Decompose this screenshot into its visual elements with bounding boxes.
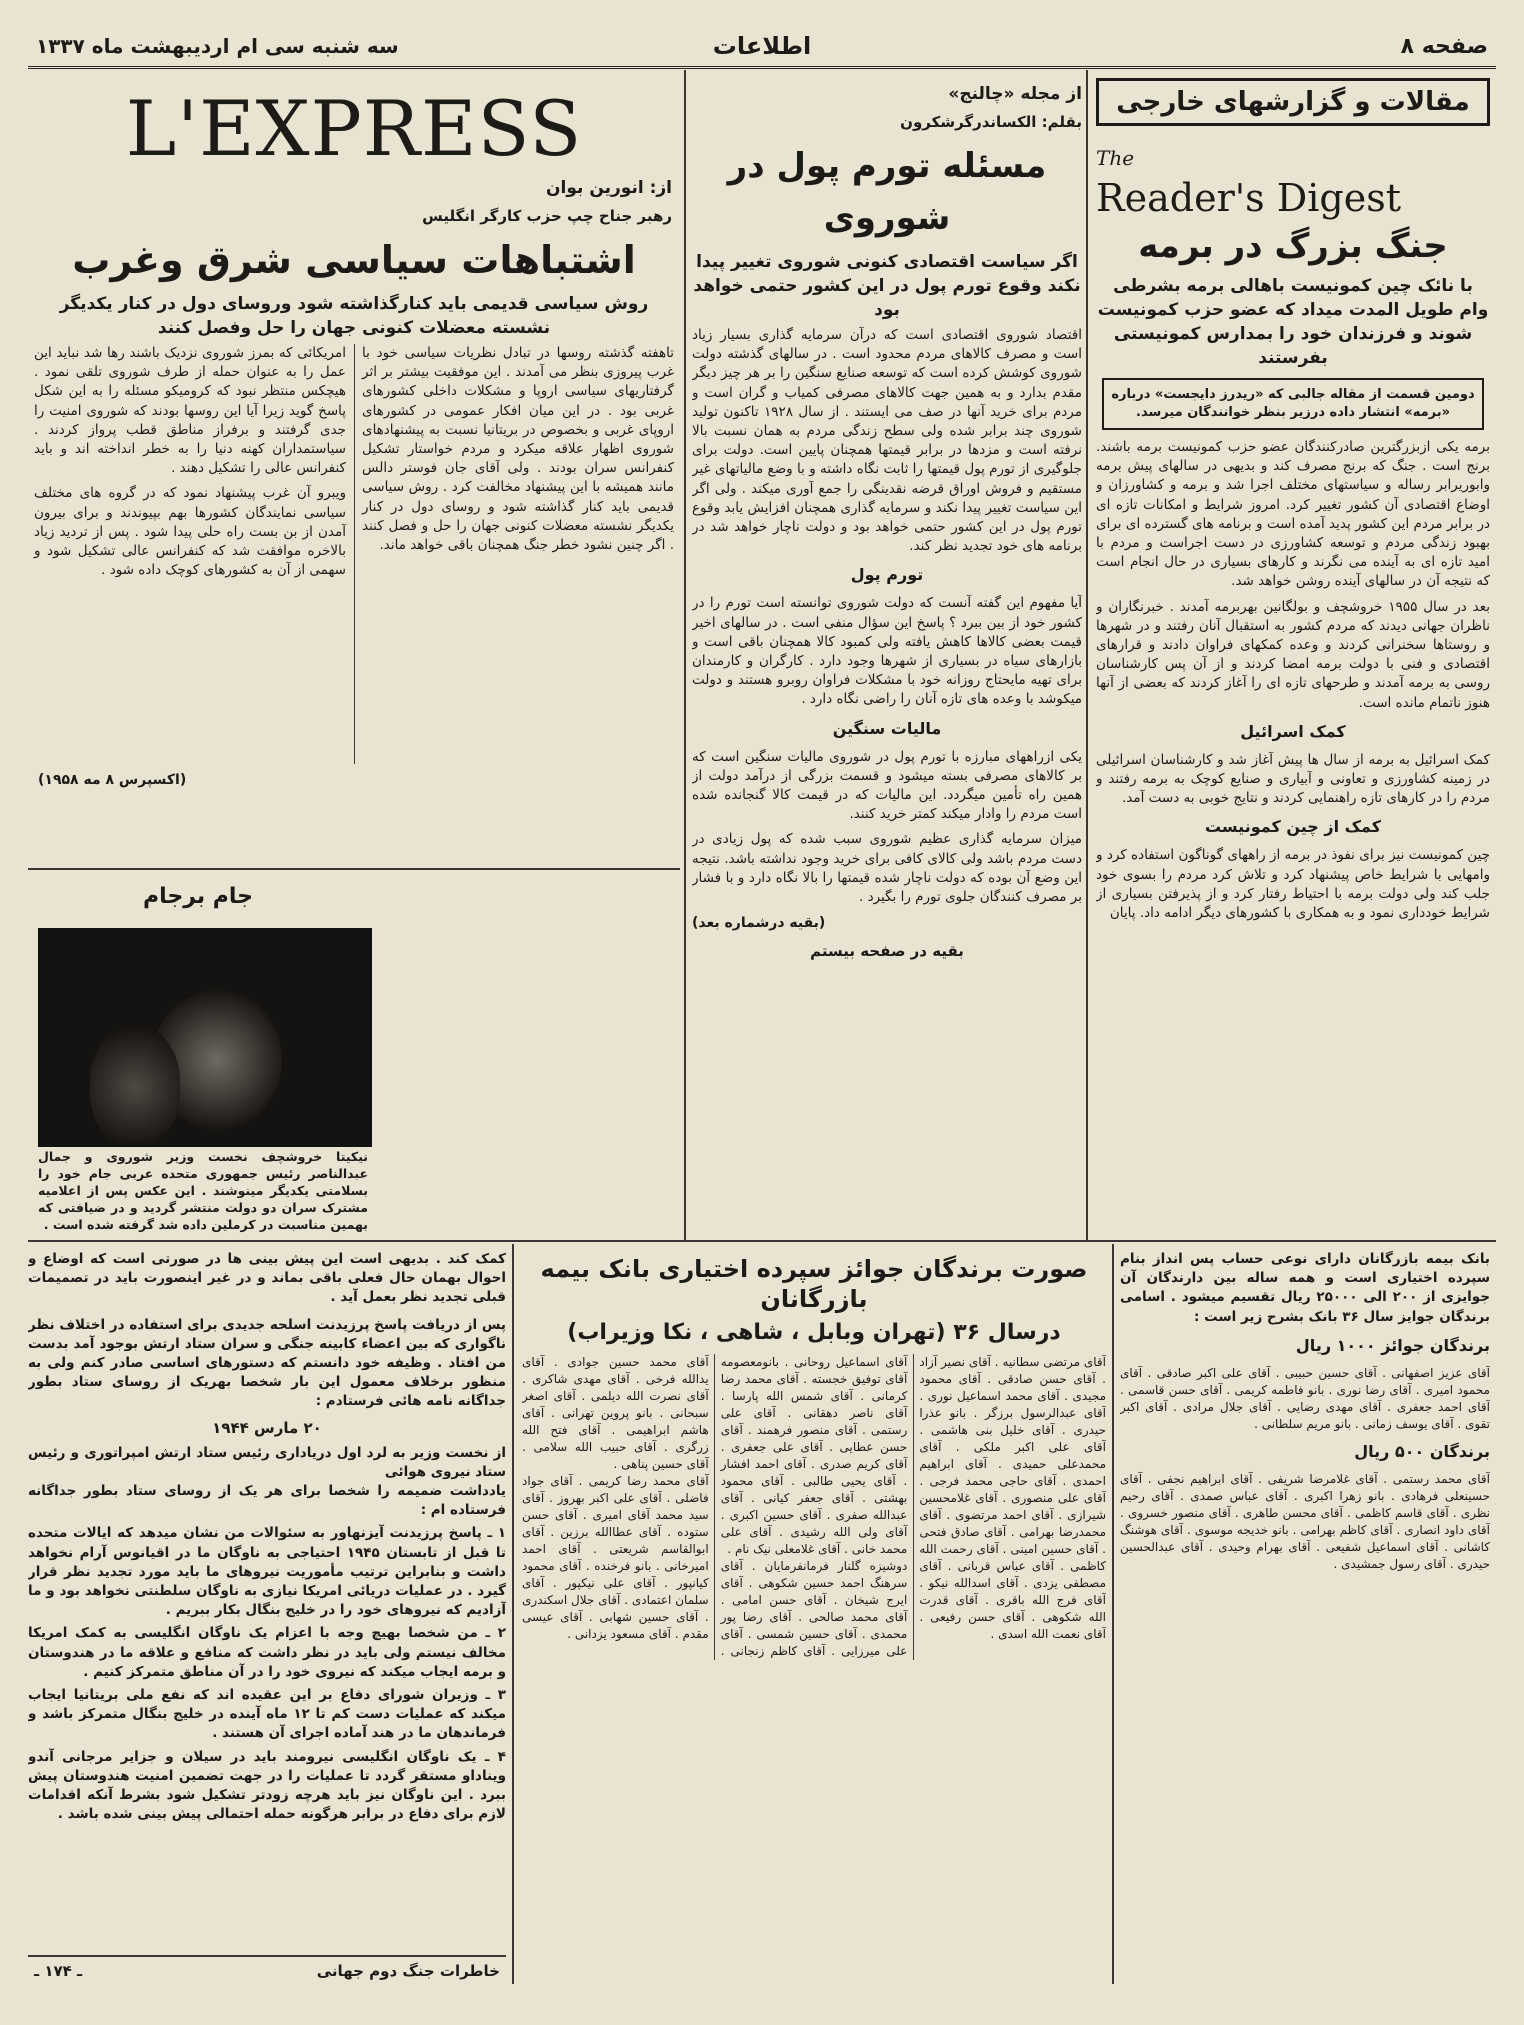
article-source: از مجله «چالنج» bbox=[948, 84, 1082, 104]
article-subheading: کمک اسرائیل bbox=[1240, 721, 1346, 741]
lexpress-article bbox=[28, 78, 680, 1238]
news-photo bbox=[38, 928, 372, 1147]
prize-names: آقای محمد رستمی . آقای غلامرضا شریفی . آقای ابراهیم نجفی . آقای حسینعلی فرهادی . بانو زهرا اکبری . آقای عباس صمدی . آقای رحیم نظری . آقای قاسم کاظمی . آقای محسن طاهری . آقای منصور خسروی . آقای داود انصاری . آقای کاظم بهرامی . بانو خدیجه موسوی . آقای هوشنگ کاشانی . آقای اسماعیل شفیعی . آقای بهرام وحیدی . آقای عبدالحسین حیدری . آقای رسول جمشیدی . bbox=[1120, 1471, 1490, 1571]
photo-title: جام برجام bbox=[142, 884, 254, 909]
article-body: بعد در سال ۱۹۵۵ خروشچف و بولگانین بهربرمه آمدند . خبرنگاران و ناظران جهانی دیدند که مردم کشور به استقبال آنان رفتند و در شهرها و روستاها سخنرانی کردند و وعده کمکهای فراوان دادند و قرارهای اقتصادی و فنی با دولت برمه امضا کردند و از آن پس کارشناسان روسی به برمه آمدند و طرحهای تازه ای را آغاز کردند که بعضی از آنها هنوز ناتمام مانده است. bbox=[1096, 598, 1490, 711]
memoir-footer: خاطرات جنگ دوم جهانی bbox=[316, 1962, 500, 1980]
photo-highlight bbox=[90, 1027, 180, 1147]
memoir-page-number: ـ ۱۷۴ ـ bbox=[34, 1962, 83, 1980]
section-title: مقالات و گزارشهای خارجی bbox=[1096, 78, 1490, 126]
photo-divider bbox=[28, 868, 680, 870]
issue-date: سه شنبه سی ام اردیبهشت ماه ۱۳۳۷ bbox=[36, 34, 399, 58]
prize-names: آقای عزیز اصفهانی . آقای حسین حبیبی . آقای علی اکبر صادقی . آقای محمود امیری . آقای رضا نوری . بانو فاطمه کریمی . آقای حسن قاسمی . آقای احمد جعفری . آقای مهدی رضایی . آقای جلال مرادی . آقای اکبر تقوی . آقای یوسف زمانی . بانو مریم سلطانی . bbox=[1120, 1365, 1490, 1431]
prize-title: برندگان جوائز ۱۰۰۰ ریال bbox=[1295, 1335, 1490, 1355]
article-subheading: تورم پول bbox=[850, 565, 924, 585]
memoir-text: کمک کند . بدیهی است این پیش بینی ها در صورتی است که اوضاع و احوال بهمان حال فعلی باقی بماند و در غیر اینصورت باید در تصمیمات قبلی تجدید نظر بعمل آید . bbox=[28, 1251, 506, 1306]
readers-digest-logo bbox=[1096, 138, 1482, 218]
memoir-text: پس از دریافت پاسخ پرزیدنت اسلحه جدیدی برای استفاده در اختلاف نظر ناگواری که بین اعضاء کابینه جنگی و سران ستاد ارتش بوجود آمد بدست من افتاد . وظیفه خود دانستم که دستورهای اساسی صادر کنم ولی به منظور برخلاف معمول این بار شخصا بهریک از روسای ستاد بطور جداگانه نامه هائی فرستادم : bbox=[28, 1316, 506, 1410]
article-subheading: مالیات سنگین bbox=[832, 718, 942, 738]
winner-names: دوشیزه گلنار فرمانفرمایان . آقای سرهنگ احمد حسین شکوهی . آقای ایرج شیخان . آقای حسن امامی . آقای محمد صالحی . آقای رضا پور محمدی . آقای حسین شمسی . آقای علی میرزایی . آقای کاظم زنجانی . آقای محمد حسین جوادی . آقای یدالله فرخی . آقای مهدی شاکری . آقای نصرت الله دیلمی . آقای اصغر سبحانی . بانو پروین تهرانی . آقای هاشم ابراهیمی . آقای فتح الله زرگری . آقای حبیب الله سلامی . آقای حسین پناهی . bbox=[522, 1355, 908, 1658]
article-subhead: اگر سیاست اقتصادی کنونی شوروی تغییر پیدا نکند وقوع تورم پول در این کشور حتمی خواهد بود bbox=[693, 252, 1081, 320]
photo-caption: نیکیتا خروشچف نخست وزیر شوروی و جمال عبدالناصر رئیس جمهوری متحده عربی جام خود را بسلامتی یکدیگر مینوشند . این عکس پس از اعلامیه مشترک سران دو دولت منتشر گردید و در ضیافتی که بهمین مناسبت در کرملین داده شد گرفته شده است . bbox=[38, 1149, 368, 1232]
winners-list bbox=[522, 1250, 1106, 1980]
article-body: یکی ازراههای مبارزه با تورم پول در شوروی مالیات سنگین است که بر کالاهای مصرفی بسته میشود و قسمت بزرگی از درآمد دولت از همین راه تأمین میگردد. این مالیات که در قیمت کالا گنجانده شده است مردم را وادار میکند کمتر خرید کنند. bbox=[692, 748, 1082, 823]
winner-names: آقای محمد رضا کریمی . آقای جواد فاضلی . آقای علی اکبر بهروز . آقای سید محمد آقای امیری . آقای حسن ستوده . آقای عطاالله برزین . آقای ابوالقاسم شریعتی . آقای احمد امیرخانی . بانو فرخنده . آقای محمود کیانپور . آقای علی نیکپور . آقای سلمان اعتمادی . آقای جلال اسکندری . آقای حسین شهابی . آقای عیسی مقدم . آقای مسعود یزدانی . bbox=[522, 1474, 709, 1641]
article-author: از: انورین بوان bbox=[546, 178, 672, 198]
memoir-text: از نخست وزیر به لرد اول دریاداری رئیس ستاد ارتش امپراتوری و رئیس ستاد نیروی هوائی bbox=[28, 1444, 506, 1480]
page-header bbox=[28, 22, 1496, 69]
publication-name: اطلاعات bbox=[712, 32, 812, 60]
article-subhead: روش سیاسی قدیمی باید کنارگذاشته شود وروسای دول در کنار یکدیگر نشسته معضلات کنونی جهان را حل وفصل کنند bbox=[59, 294, 649, 338]
author-title: رهبر جناح چپ حزب کارگر انگلیس bbox=[422, 207, 672, 225]
continued-note: بقیه در صفحه بیستم bbox=[810, 942, 964, 961]
article-body: ویبرو آن غرب پیشنهاد نمود که در گروه های مختلف سیاسی نمایندگان کشورها بهم بپیوندند و برای بیرون آمدن از بن بست راه حلی پیدا شود . پس از تردید زیاد بالاخره موافقت شد که کنفرانس عالی تشکیل شود و سهمی از آن به کشورهای کوچک داده شود . bbox=[34, 485, 346, 579]
continued-note: (بقیه درشماره بعد) bbox=[692, 915, 826, 932]
article-author: بقلم: الکساندرگرشکرون bbox=[900, 113, 1082, 131]
article-subheading: کمک از چین کمونیست bbox=[1204, 817, 1382, 837]
article-headline: جنگ بزرگ در برمه bbox=[1138, 226, 1448, 266]
article-subhead: با نائک چین کمونیست باهالی برمه بشرطی وام طویل المدت میداد که عضو حزب کمونیست شوند و فرزندان خود را بمدارس کمونیستی بفرستند bbox=[1097, 276, 1489, 368]
memoir-item: ۱ ـ پاسخ پرزیدنت آیزنهاور به سئوالات من نشان میدهد که ایالات متحده تا قبل از تابستان ۱۹۴۵ احتیاجی به ناوگان ما در اقیانوس آرام نخواهد داشت و بنابراین ترتیب مأموریت نیروهای ما باید مورد تجدید نظر قرار گیرد . در عملیات دریائی امریکا نیازی به ناوگان سلطنتی نخواهد بود و ما آزادیم که نیروهای خود را در خلیج بنگال بکار ببریم . bbox=[28, 1525, 506, 1619]
newspaper-page bbox=[28, 22, 1496, 2007]
winners-headline: صورت برندگان جوائز سپرده اختیاری بانک بیمه بازرگانان bbox=[540, 1255, 1088, 1313]
readers-digest-article bbox=[1096, 78, 1490, 1238]
article-body: تاهفته گذشته روسها در تبادل نظریات سیاسی خود با غرب پیروزی بنظر می آمدند . این موفقیت بیشتر بر اثر گرفتاریهای سیاسی اروپا و مشکلات داخلی کشورهای غربی بود . در این میان افکار عمومی در کشورهای اروپای غربی و بخصوص در بریتانیا نسبت به پیشنهادهای شوروی اظهار علاقه میکرد و مردم خواستار تشکیل کنفرانس سران بودند . ولی آقای جان فوستر دالس مانند همیشه با این پیشنهاد مخالفت کرد . روش سیاسی قدیمی باید کنار گذاشته شود و روسای دول در کنار یکدیگر نشسته معضلات کنونی جهان را حل و فصل کنند . اگر چنین نشود خطر جنگ همچنان باقی خواهد ماند. bbox=[362, 345, 674, 554]
footer-divider bbox=[28, 1955, 506, 1957]
article-body: چین کمونیست نیز برای نفوذ در برمه از راههای گوناگون استفاده کرد و وامهایی با شرایط خاص پیشنهاد کرد و تلاش کرد مردم را بسوی خود جلب کند ولی دولت برمه با احتیاط رفتار کرد و از پذیرفتن بسیاری از شرایط خودداری نمود و به همکاری با کشورهای دیگر ادامه داد. پایان bbox=[1096, 847, 1490, 922]
article-body: برمه یکی ازبزرگترین صادرکنندگان عضو حزب کمونیست برمه باشند. برنج است . جنگ که برنج مصرف کند و بدیهی در سالهای پیش برمه وابوریرابر رساله و سیاستهای مختلف اجرا شد و برمه و کشاورزان و اوضاع اقتصادی آن کشور تغییر کرد. امروز شرایط و امکانات تازه ای در برابر مردم این کشور پدید آمده است و برنامه های گسترده ای برای بهبود زندگی مردم و توسعه کشاورزی در دست اجراست و مردم با امید تازه ای به آینده می نگرند و کارهای بسیاری در حال انجام است که نتیجه آن در سالهای آینده روشن خواهد شد. bbox=[1096, 439, 1490, 590]
brand-prefix: The bbox=[1096, 146, 1135, 170]
winners-columns bbox=[522, 1354, 1106, 1660]
article-body: اقتصاد شوروی اقتصادی است که درآن سرمایه گذاری بسیار زیاد است و مصرف کالاهای مردم محدود است . در سالهای گذشته دولت شوروی کوشش کرده است که توسعه صنایع سنگین را بر هر چیز دیگر مقدم بدارد و به همین جهت کالاهای مصرفی کمیاب و گران است و مردم برای خرید آنها در صف می ایستند . از سال ۱۹۲۸ تاکنون تولید شوروی چند برابر شده ولی سطح زندگی مردم به همان نسبت بالا نرفته است و مزدها در برابر قیمتها همچنان پایین است. دولت برای جلوگیری از تورم پول قیمتها را ثابت نگاه داشته و با وضع مالیاتهای غیر مستقیم و فروش اوراق قرضه نقدینگی را جمع آوری میکند . ولی اگر این سیاست تغییر پیدا نکند و سرمایه گذاری همچنان افزایش یابد وقوع تورم پول در این کشور حتمی خواهد بود و دولت ناچار خواهد شد در برنامه های خود تجدید نظر کند. bbox=[692, 327, 1082, 555]
memoir-text: یادداشت ضمیمه را شخصا برای هر یک از روسای ستاد بطور جداگانه فرستاده ام : bbox=[28, 1483, 506, 1519]
memoir-item: ۴ ـ یک ناوگان انگلیسی نیرومند باید در سیلان و جزایر مرجانی آندو ویناداو مستقر گردد تا عملیات را در جهت تضمین امنیت هندوستان پیش ببرد . این ناوگان نیز باید هرچه زودتر تشکیل شود بشرط آنکه اقدامات لازم برای دفاع در برابر هرگونه حمله احتمالی پیش بینی شده باشد . bbox=[28, 1748, 506, 1823]
inflation-article bbox=[692, 78, 1082, 1238]
page-number: صفحه ۸ bbox=[1400, 34, 1488, 59]
article-body: آیا مفهوم این گفته آنست که دولت شوروی توانسته است تورم را در کشور خود از بین ببرد ؟ پاسخ این سؤال منفی است . در سالهای اخیر قیمت بعضی کالاها کاهش یافته ولی کمبود کالا همچنان باقی است و بازارهای سیاه در بسیاری از شهرها وجود دارد . کارگران و کارمندان برای تهیه مایحتاج روزانه خود با مشکلات فراوان روبرو هستند و دولت میکوشد با وعده های تازه آنان را راضی نگاه دارد . bbox=[692, 595, 1082, 708]
article-body: میزان سرمایه گذاری عظیم شوروی سبب شده که پول زیادی در دست مردم باشد ولی کالای کافی برای خرید وجود نداشته باشد. نتیجه این وضع آن بوده که دولت ناچار شده قیمتها را بالا نگاه دارد و با فشار بر مصرف کنندگان جلوی تورم را بگیرد . bbox=[692, 831, 1082, 906]
winner-names: آقای مرتضی سطانیه . آقای نصیر آزاد . آقای حسن صادقی . آقای محمود مجیدی . آقای محمد اسماعیل نوری . آقای عبدالرسول برزگر . بانو عذرا حیدری . آقای خلیل بنی هاشمی . آقای علی اکبر ملکی . آقای محمدعلی حمیدی . آقای ابراهیم احمدی . آقای حاجی محمد فرجی . آقای علی منصوری . آقای غلامحسین شیرازی . آقای احمد مرتضوی . آقای محمدرضا بهرامی . آقای صادق فتحی . آقای حسین امینی . آقای رحمت الله کاظمی . آقای عباس قربانی . آقای مصطفی یزدی . آقای اسدالله نیکو . آقای فرج الله باقری . آقای قدرت الله شکوهی . آقای حسن رفیعی . آقای نعمت الله اسدی . bbox=[919, 1355, 1106, 1641]
column-divider bbox=[1086, 70, 1088, 1240]
memoir-item: ۲ ـ من شخصا بهیچ وجه با اعزام یک ناوگان انگلیسی به کمک امریکا مخالف نیستم ولی باید در نظر داشت که منافع و علاقه ما در هندوستان و برمه ایجاب میکند که نیروی خود را در آن مناطق متمرکز کنیم . bbox=[28, 1625, 506, 1680]
editor-notice: دومین قسمت از مقاله جالبی که «ریدرز دایجست» درباره «برمه» انتشار داده درزیر بنظر خوانندگان میرسد. bbox=[1102, 378, 1484, 430]
winner-names: آقای اسماعیل روحانی . بانومعصومه آقای توفیق خجسته . آقای محمد رضا کرمانی . آقای شمس الله پارسا . آقای ناصر دهقانی . آقای علی رستمی . آقای منصور فرهمند . آقای حسن عطایی . آقای علی جعفری . آقای کریم صدری . آقای احمد افشار . آقای یحیی طالبی . آقای محمود بهشتی . آقای جعفر کیانی . آقای عبدالله صفری . آقای حسین اکبری . آقای ولی الله رشیدی . آقای علی محمد خانی . آقای غلامعلی نیک نام . bbox=[720, 1355, 908, 1556]
bank-winners-column bbox=[1120, 1250, 1490, 1980]
memoir-date: ۲۰ مارس ۱۹۴۴ bbox=[212, 1418, 322, 1437]
winners-subheadline: درسال ۳۶ (تهران وبابل ، شاهی ، نکا وزیراب) bbox=[567, 1320, 1061, 1345]
memoir-column bbox=[28, 1250, 506, 1990]
column-divider bbox=[1112, 1244, 1114, 1984]
column-divider bbox=[684, 70, 686, 1240]
lexpress-logo: L'EXPRESS bbox=[125, 84, 583, 173]
article-signoff: (اکسپرس ۸ مه ۱۹۵۸) bbox=[38, 772, 187, 788]
column-divider bbox=[512, 1244, 514, 1984]
article-body: کمک اسرائیل به برمه از سال ها پیش آغاز شد و کارشناسان اسرائیلی در زمینه کشاورزی و تعاونی و آبیاری و صنایع کوچک به برمه رفتند و مردم را در کارهای تازه راهنمایی کردند و نتایج خوبی به دست آمد. bbox=[1096, 751, 1490, 807]
article-headline: مسئله تورم پول در شوروی bbox=[727, 146, 1047, 238]
prize-title: برندگان ۵۰۰ ریال bbox=[1354, 1441, 1490, 1461]
brand-name: Reader's Digest bbox=[1096, 176, 1401, 220]
bank-intro: بانک بیمه بازرگانان دارای نوعی حساب پس انداز بنام سپرده اختیاری است و همه ساله بین دارندگان آن جوایزی از ۲۰۰ الی ۲۵۰۰۰ ریال تقسیم میشود . اسامی برندگان جوایز سال ۳۶ بانک بشرح زیر است : bbox=[1120, 1251, 1490, 1325]
article-columns bbox=[28, 344, 680, 764]
memoir-item: ۳ ـ وزیران شورای دفاع بر این عقیده اند که نفع ملی بریتانیا ایجاب میکند که عملیات دست کم تا ۱۲ ماه آینده در خلیج بنگال متمرکز باشد و فرماندهان ما در هند آماده اجرای آن هستند . bbox=[28, 1687, 506, 1742]
section-divider bbox=[28, 1240, 1496, 1242]
article-headline: اشتباهات سیاسی شرق وغرب bbox=[72, 238, 636, 282]
article-body: امریکائی که بمرز شوروی نزدیک باشند رها شد نباید این عمل را به عنوان حمله از طرف شوروی تلقی نمود . هیچکس منتظر نبود که کرومیکو مسئله را به این شکل پاسخ گوید زیرا آیا این روسها بودند که شوروی امنیت را جدی گرفتند و برفراز مناطق قطب پرواز کردند . سیاستمداران کهنه دنیا را به خطر انداخته اند و باید کنفرانس عالی را تشکیل دهند . bbox=[34, 345, 346, 477]
